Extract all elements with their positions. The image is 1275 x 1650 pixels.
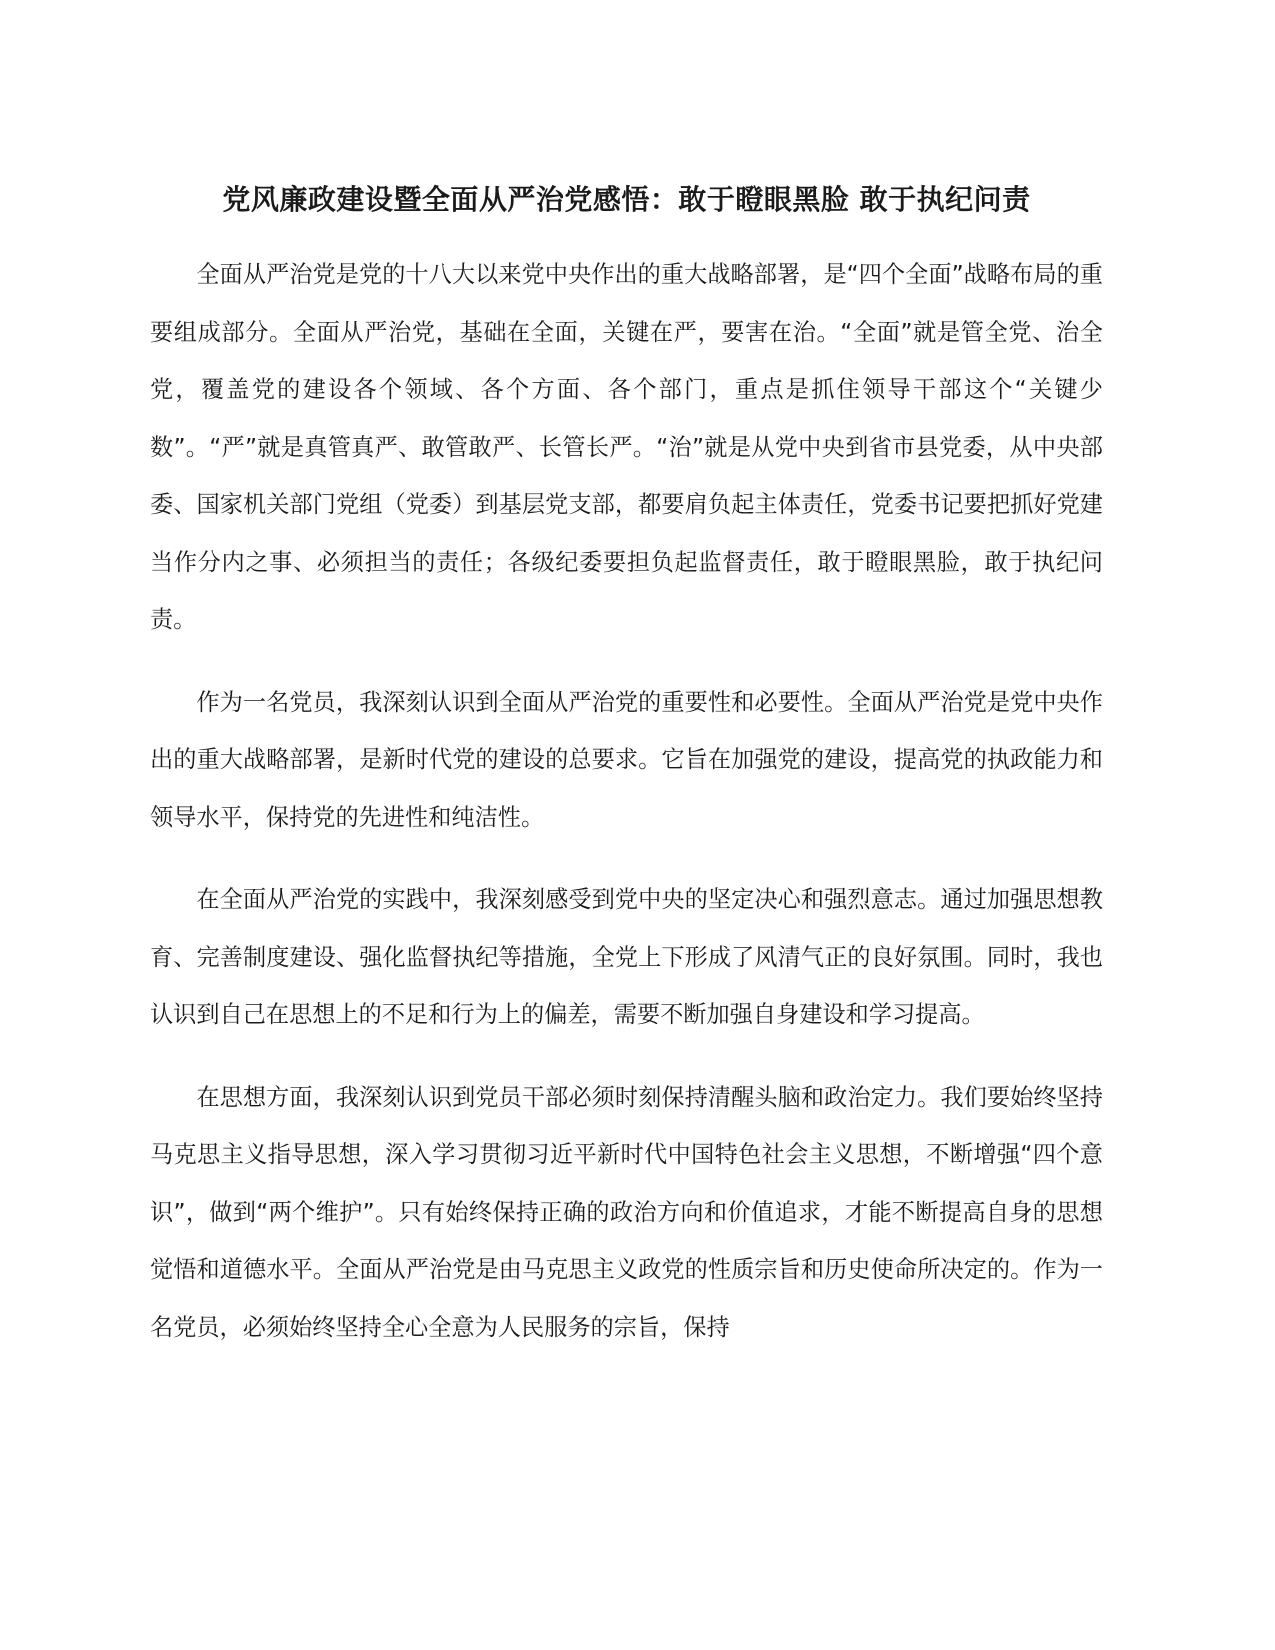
paragraph-1: 全面从严治党是党的十八大以来党中央作出的重大战略部署，是“四个全面”战略布局的重要组成部分。全面从严治党，基础在全面，关键在严，要害在治。“全面”就是管全党、治全党，覆盖党的建设各个领域、各个方面、各个部门，重点是抓住领导干部这个“关键少数”。“严”就是真管真严、敢管敢严、长管长严。“治”就是从党中央到省市县党委，从中央部委、国家机关部门党组（党委）到基层党支部，都要肩负起主体责任，党委书记要把抓好党建当作分内之事、必须担当的责任；各级纪委要担负起监督责任，敢于瞪眼黑脸，敢于执纪问责。 bbox=[150, 261, 1103, 633]
document-title: 党风廉政建设暨全面从严治党感悟：敢于瞪眼黑脸 敢于执纪问责 bbox=[222, 183, 1031, 216]
document-page bbox=[150, 180, 1103, 1381]
paragraph-3: 在全面从严治党的实践中，我深刻感受到党中央的坚定决心和强烈意志。通过加强思想教育、完善制度建设、强化监督执纪等措施，全党上下形成了风清气正的良好氛围。同时，我也认识到自己在思想上的不足和行为上的偏差，需要不断加强自身建设和学习提高。 bbox=[150, 886, 1103, 1028]
paragraph-4: 在思想方面，我深刻认识到党员干部必须时刻保持清醒头脑和政治定力。我们要始终坚持马克思主义指导思想，深入学习贯彻习近平新时代中国特色社会主义思想，不断增强“四个意识”，做到“两个维护”。只有始终保持正确的政治方向和价值追求，才能不断提高自身的思想觉悟和道德水平。全面从严治党是由马克思主义政党的性质宗旨和历史使命所决定的。作为一名党员，必须始终坚持全心全意为人民服务的宗旨，保持 bbox=[150, 1083, 1103, 1341]
paragraph-2: 作为一名党员，我深刻认识到全面从严治党的重要性和必要性。全面从严治党是党中央作出的重大战略部署，是新时代党的建设的总要求。它旨在加强党的建设，提高党的执政能力和领导水平，保持党的先进性和纯洁性。 bbox=[150, 688, 1103, 831]
